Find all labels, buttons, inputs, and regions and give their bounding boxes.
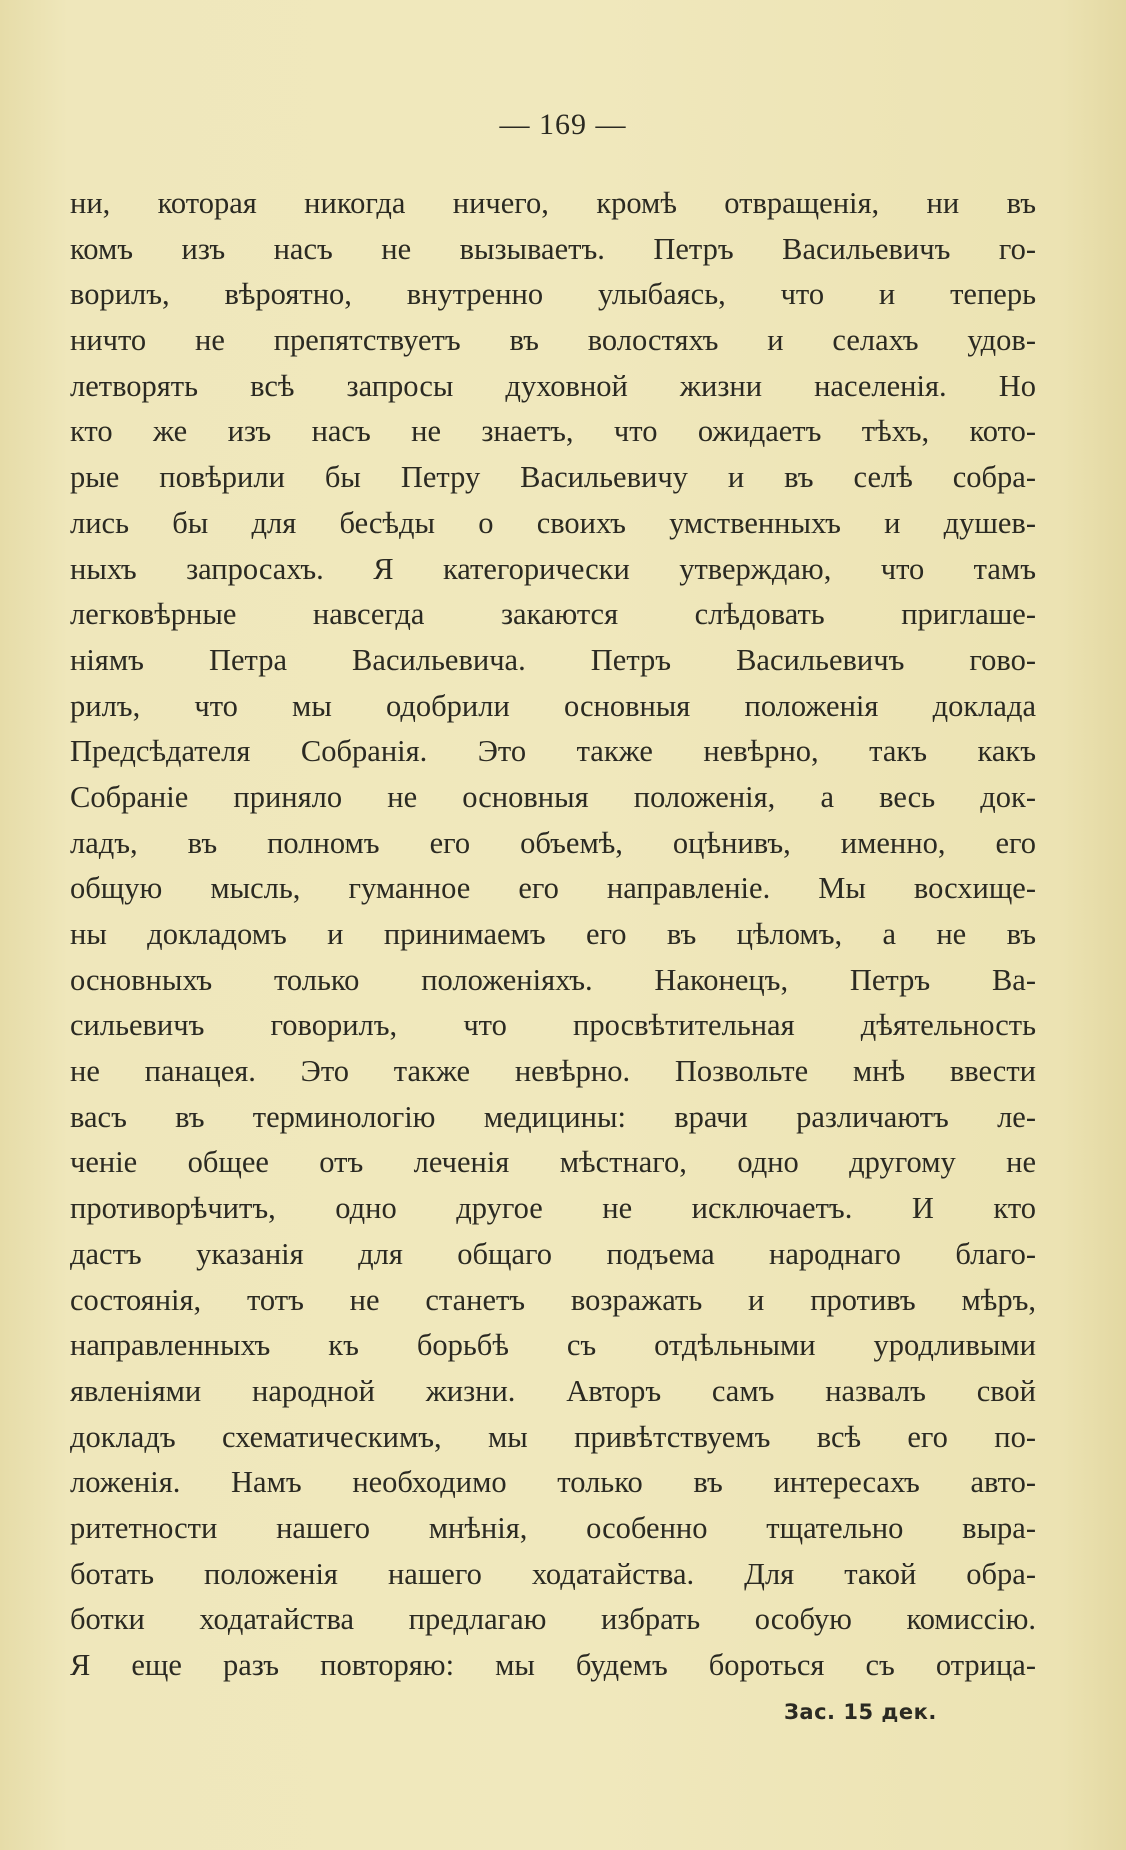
text-line: состоянія, тотъ не станетъ возражать и противъ мѣръ, [70, 1282, 1036, 1317]
text-line: не панацея. Это также невѣрно. Позвольте мнѣ ввести [70, 1054, 1036, 1089]
text-line: рые повѣрили бы Петру Васильевичу и въ селѣ собра- [70, 460, 1036, 495]
text-line: докладъ схематическимъ, мы привѣтствуемъ всѣ его по- [70, 1419, 1036, 1454]
text-line: сильевичъ говорилъ, что просвѣтительная дѣятельность [70, 1008, 1036, 1043]
page-number: — 169 — [499, 108, 627, 141]
text-line: основныхъ только положеніяхъ. Наконецъ, Петръ Ва- [70, 962, 1036, 997]
text-line: ченіе общее отъ леченія мѣстнаго, одно другому не [70, 1145, 1036, 1180]
text-line: ны докладомъ и принимаемъ его въ цѣломъ, а не въ [70, 917, 1036, 951]
text-line: направленныхъ къ борьбѣ съ отдѣльными уродливыми [70, 1328, 1036, 1363]
text-line: ворилъ, вѣроятно, внутренно улыбаясь, что и теперь [70, 277, 1036, 312]
text-line: ныхъ запросахъ. Я категорически утверждаю, что тамъ [70, 551, 1036, 586]
text-line: ни, которая никогда ничего, кромѣ отвращенія, ни въ [70, 186, 1036, 220]
text-line: ніямъ Петра Васильевича. Петръ Васильевичъ гово- [70, 642, 1036, 677]
text-line: ритетности нашего мнѣнія, особенно тщательно выра- [70, 1510, 1036, 1545]
text-line: ботать положенія нашего ходатайства. Для такой обра- [70, 1556, 1036, 1591]
text-line: противорѣчитъ, одно другое не исключаетъ. И кто [70, 1191, 1036, 1226]
text-line: Я еще разъ повторяю: мы будемъ бороться съ отрица- [70, 1648, 1036, 1682]
text-line: васъ въ терминологію медицины: врачи различаютъ ле- [70, 1099, 1036, 1134]
text-line: явленіями народной жизни. Авторъ самъ назвалъ свой [70, 1373, 1036, 1408]
text-line: ладъ, въ полномъ его объемѣ, оцѣнивъ, именно, его [70, 825, 1036, 860]
text-line: легковѣрные навсегда закаются слѣдовать приглаше- [70, 597, 1036, 632]
text-line: Предсѣдателя Собранія. Это также невѣрно, такъ какъ [70, 734, 1036, 769]
signature-mark: Зас. 15 дек. [784, 1700, 937, 1724]
text-line: Собраніе приняло не основныя положенія, а весь док- [70, 779, 1036, 814]
text-line: ложенія. Намъ необходимо только въ интересахъ авто- [70, 1465, 1036, 1500]
text-line: кто же изъ насъ не знаетъ, что ожидаетъ тѣхъ, кото- [70, 414, 1036, 449]
text-line: летворять всѣ запросы духовной жизни населенія. Но [70, 368, 1036, 403]
text-line: лись бы для бесѣды о своихъ умственныхъ и душев- [70, 505, 1036, 540]
text-line: ничто не препятствуетъ въ волостяхъ и селахъ удов- [70, 323, 1036, 358]
text-line: общую мысль, гуманное его направленіе. Мы восхище- [70, 871, 1036, 906]
text-line: рилъ, что мы одобрили основныя положенія доклада [70, 688, 1036, 723]
text-line: дастъ указанія для общаго подъема народнаго благо- [70, 1236, 1036, 1271]
body-text [70, 181, 1036, 1689]
text-line: комъ изъ насъ не вызываетъ. Петръ Васильевичъ го- [70, 231, 1036, 266]
text-line: ботки ходатайства предлагаю избрать особую комиссію. [70, 1602, 1036, 1637]
